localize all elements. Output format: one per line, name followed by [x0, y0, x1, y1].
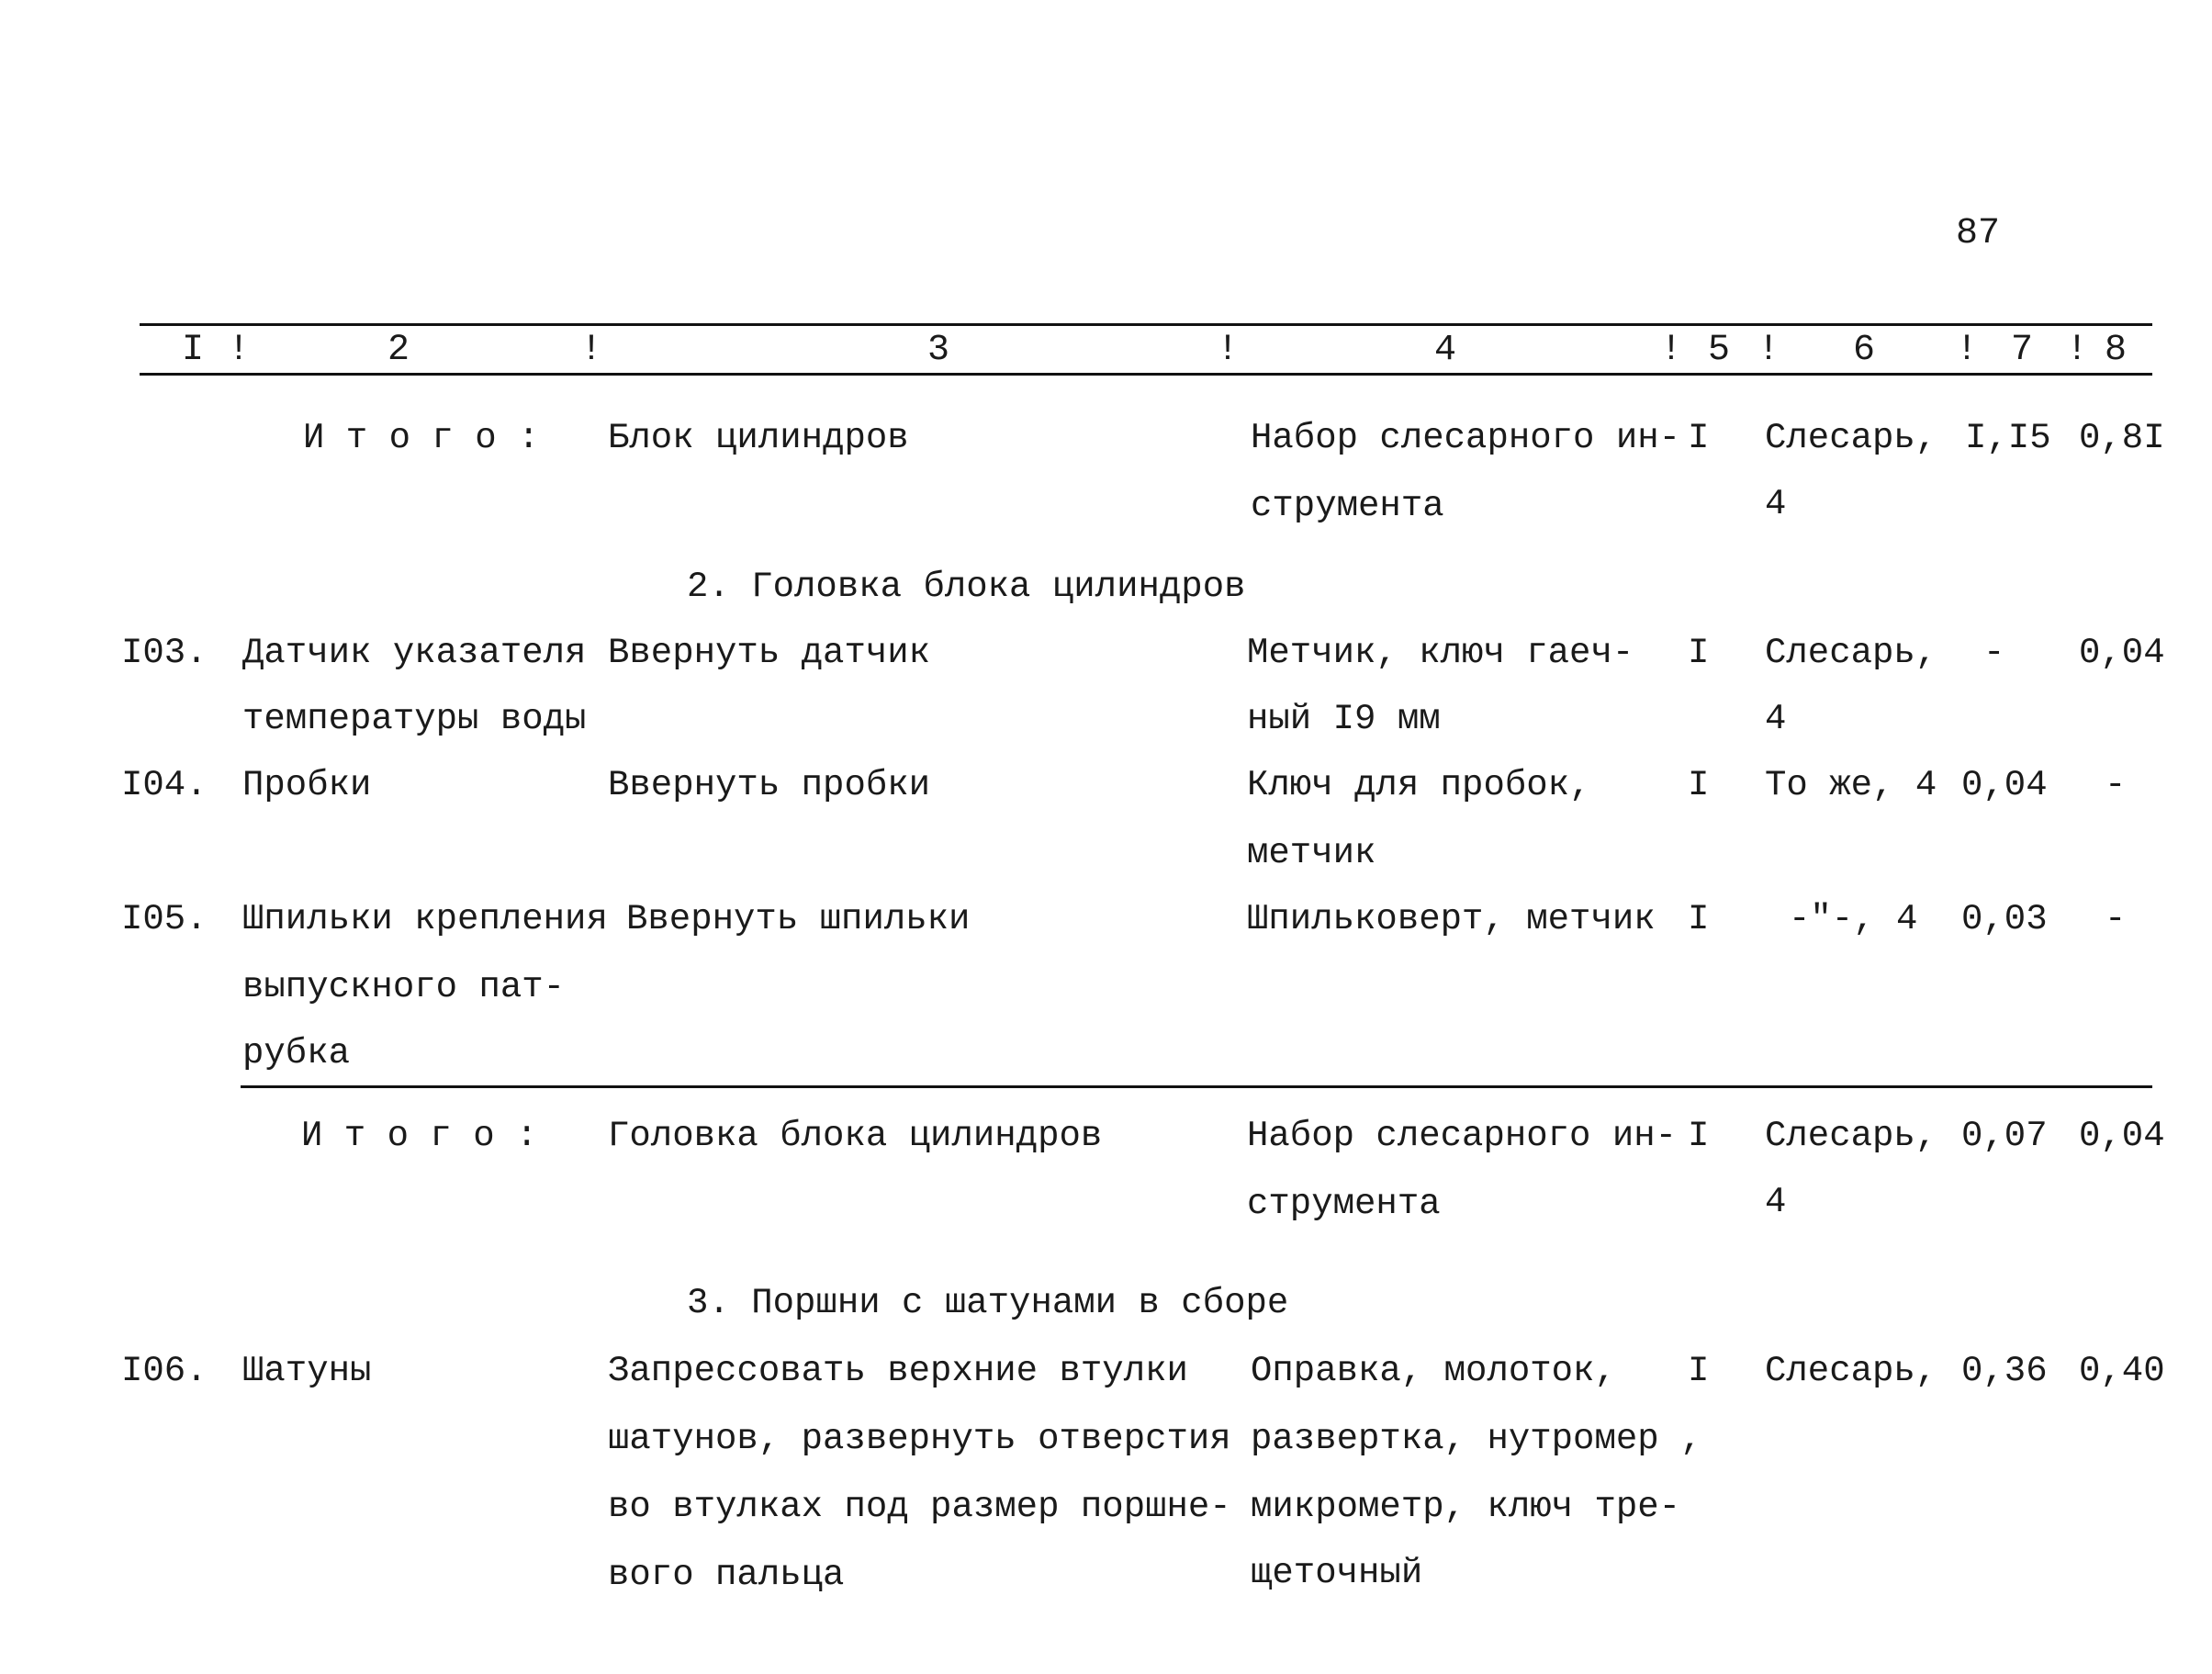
- total-worker-line: Слесарь,: [1765, 1116, 1937, 1156]
- time-7: 0,36: [1961, 1351, 2048, 1391]
- part-name-line: Датчик указателя: [242, 633, 587, 673]
- col-num-5: 5: [1708, 330, 1731, 371]
- time-8: 0,40: [2079, 1351, 2165, 1391]
- part-name-line: Пробки: [242, 765, 372, 805]
- qty: I: [1688, 899, 1710, 939]
- col-sep: !: [1956, 330, 1979, 371]
- col-num-1: I: [182, 330, 205, 371]
- page-number: 87: [1956, 213, 2001, 254]
- part-name-line: рубка: [242, 1033, 351, 1073]
- operation-line: вого пальца: [608, 1555, 845, 1595]
- total-qty: I: [1688, 1116, 1710, 1156]
- subtotal-rule: [241, 1085, 2152, 1088]
- tools-line: Ключ для пробок,: [1247, 765, 1591, 805]
- worker-line: 4: [1765, 699, 1787, 739]
- total-operation: Головка блока цилиндров: [608, 1116, 1103, 1156]
- qty: I: [1688, 765, 1710, 805]
- col-num-6: 6: [1853, 330, 1876, 371]
- col-sep: !: [1217, 330, 1240, 371]
- time-7: 0,04: [1961, 765, 2048, 805]
- col-num-7: 7: [2011, 330, 2034, 371]
- operation-line: Ввернуть датчик: [608, 633, 931, 673]
- part-name-line: Шпильки крепления: [242, 899, 608, 939]
- time-8: -: [2105, 765, 2127, 805]
- operation-line: Ввернуть пробки: [608, 765, 931, 805]
- col-num-8: 8: [2105, 330, 2128, 371]
- col-num-2: 2: [387, 330, 410, 371]
- total-time-8: 0,04: [2079, 1116, 2165, 1156]
- row-number: I05.: [121, 899, 208, 939]
- col-num-3: 3: [927, 330, 950, 371]
- worker-line: Слесарь,: [1765, 1351, 1937, 1391]
- total-worker-line: 4: [1765, 1182, 1787, 1222]
- operation-line: шатунов, развернуть отверстия: [608, 1419, 1231, 1459]
- total-time-8: 0,8I: [2079, 418, 2165, 458]
- col-num-4: 4: [1434, 330, 1457, 371]
- operation-line: Ввернуть шпильки: [626, 899, 971, 939]
- total-tools-line: струмента: [1247, 1184, 1441, 1224]
- part-name-line: выпускного пат-: [242, 967, 566, 1007]
- col-sep: !: [228, 330, 251, 371]
- time-8: -: [2105, 899, 2127, 939]
- total-qty: I: [1688, 418, 1710, 458]
- row-number: I06.: [121, 1351, 208, 1391]
- col-sep: !: [1757, 330, 1780, 371]
- worker-line: -"-, 4: [1789, 899, 1918, 939]
- section-title: 2. Головка блока цилиндров: [687, 567, 1246, 607]
- tools-line: ный I9 мм: [1247, 699, 1441, 739]
- total-worker-line: 4: [1765, 484, 1787, 524]
- time-7: -: [1983, 633, 2005, 673]
- total-label: И т о г о :: [301, 1116, 538, 1156]
- section-title: 3. Поршни с шатунами в сборе: [687, 1283, 1289, 1323]
- tools-line: Оправка, молоток,: [1251, 1351, 1616, 1391]
- time-7: 0,03: [1961, 899, 2048, 939]
- tools-line: развертка, нутромер ,: [1251, 1419, 1702, 1459]
- total-operation: Блок цилиндров: [608, 418, 909, 458]
- qty: I: [1688, 633, 1710, 673]
- total-worker-line: Слесарь,: [1765, 418, 1937, 458]
- tools-line: метчик: [1247, 833, 1376, 873]
- part-name-line: Шатуны: [242, 1351, 372, 1391]
- col-sep: !: [2066, 330, 2089, 371]
- tools-line: микрометр, ключ тре-: [1251, 1487, 1681, 1527]
- col-sep: !: [580, 330, 603, 371]
- total-label: И т о г о :: [303, 418, 540, 458]
- row-number: I04.: [121, 765, 208, 805]
- part-name-line: температуры воды: [242, 699, 587, 739]
- tools-line: Шпильковерт, метчик: [1247, 899, 1656, 939]
- total-tools-line: Набор слесарного ин-: [1247, 1116, 1678, 1156]
- total-time-7: I,I5: [1965, 418, 2051, 458]
- operation-line: Запрессовать верхние втулки: [608, 1351, 1188, 1391]
- operation-line: во втулках под размер поршне-: [608, 1487, 1231, 1527]
- header-bottom-rule: [140, 373, 2152, 376]
- total-tools-line: струмента: [1251, 486, 1444, 526]
- tools-line: Метчик, ключ гаеч-: [1247, 633, 1634, 673]
- worker-line: То же, 4: [1765, 765, 1937, 805]
- header-top-rule: [140, 323, 2152, 326]
- worker-line: Слесарь,: [1765, 633, 1937, 673]
- total-tools-line: Набор слесарного ин-: [1251, 418, 1681, 458]
- tools-line: щеточный: [1251, 1553, 1423, 1593]
- time-8: 0,04: [2079, 633, 2165, 673]
- total-time-7: 0,07: [1961, 1116, 2048, 1156]
- col-sep: !: [1660, 330, 1683, 371]
- qty: I: [1688, 1351, 1710, 1391]
- row-number: I03.: [121, 633, 208, 673]
